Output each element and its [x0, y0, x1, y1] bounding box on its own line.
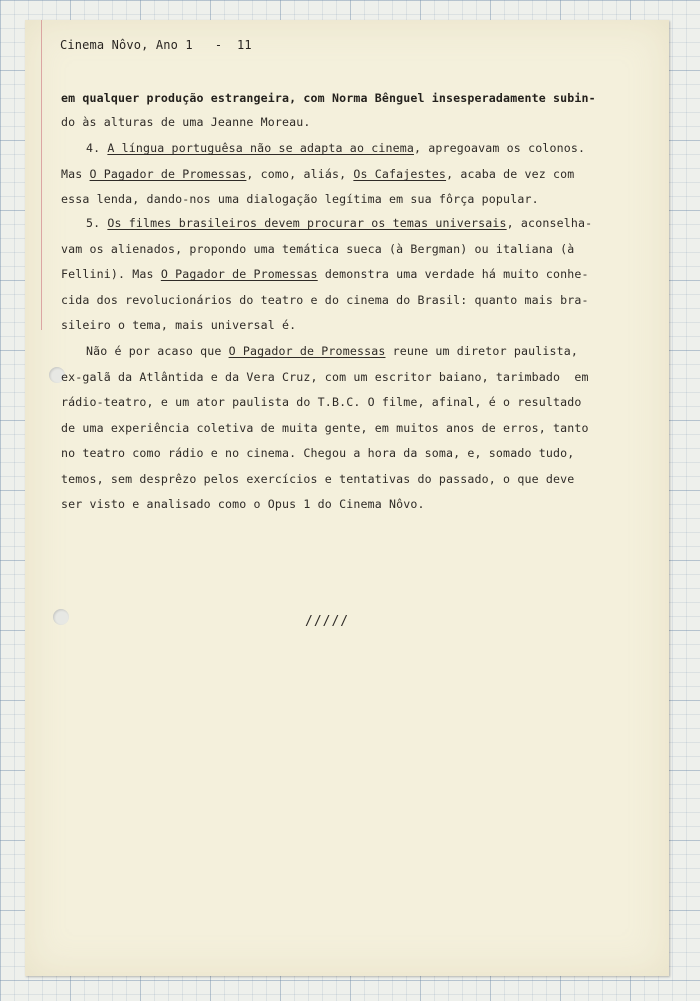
red-margin-line [41, 20, 42, 330]
film-title: O Pagador de Promessas [228, 344, 386, 358]
text-line: vam os alienados, propondo uma temática sueca (à Bergman) ou italiana (à [61, 242, 575, 256]
punch-hole-bottom [53, 609, 69, 625]
text-span: , acaba de vez com [446, 167, 575, 181]
text-span: demonstra uma verdade há muito conhe- [317, 267, 589, 281]
text-line [86, 216, 592, 230]
film-title: O Pagador de Promessas [160, 267, 318, 281]
text-line: em qualquer produção estrangeira, com Norma Bênguel insesperadamente subin- [61, 91, 596, 105]
text-span: , como, aliás, [246, 167, 354, 181]
film-title: Os Cafajestes [353, 167, 447, 181]
text-line: cida dos revolucionários do teatro e do cinema do Brasil: quanto mais bra- [61, 293, 589, 307]
text-span: reune um diretor paulista, [385, 344, 578, 358]
text-line: ser visto e analisado como o Opus 1 do Cinema Nôvo. [61, 497, 425, 511]
text-line [86, 141, 585, 155]
text-span: , aconselha- [506, 216, 593, 230]
text-line: sileiro o tema, mais universal é. [61, 318, 297, 332]
text-line: de uma experiência coletiva de muita gente, em muitos anos de erros, tanto [61, 421, 589, 435]
text-line: temos, sem desprêzo pelos exercícios e tentativas do passado, o que deve [61, 472, 575, 486]
page-header: Cinema Nôvo, Ano 1 - 11 [60, 38, 252, 52]
text-span: Fellini). Mas [61, 267, 161, 281]
text-line: essa lenda, dando-nos uma dialogação legítima em sua fôrça popular. [61, 192, 539, 206]
item-number: 4. [86, 141, 108, 155]
film-title: O Pagador de Promessas [89, 167, 247, 181]
end-mark: ///// [305, 614, 350, 629]
text-span: Não é por acaso que [86, 344, 229, 358]
text-line [61, 167, 574, 181]
underlined-quote: A língua portuguêsa não se adapta ao cinema [107, 141, 414, 155]
text-line: do às alturas de uma Jeanne Moreau. [61, 115, 311, 129]
underlined-quote: Os filmes brasileiros devem procurar os temas universais [107, 216, 507, 230]
text-line: ex-galã da Atlântida e da Vera Cruz, com um escritor baiano, tarimbado em [61, 370, 589, 384]
text-span: , apregoavam os colonos. [413, 141, 586, 155]
text-line: rádio-teatro, e um ator paulista do T.B.C. O filme, afinal, é o resultado [61, 395, 582, 409]
text-line [86, 344, 578, 358]
text-span: Mas [61, 167, 90, 181]
text-line: no teatro como rádio e no cinema. Chegou a hora da soma, e, somado tudo, [61, 446, 575, 460]
text-line [61, 267, 589, 281]
item-number: 5. [86, 216, 108, 230]
